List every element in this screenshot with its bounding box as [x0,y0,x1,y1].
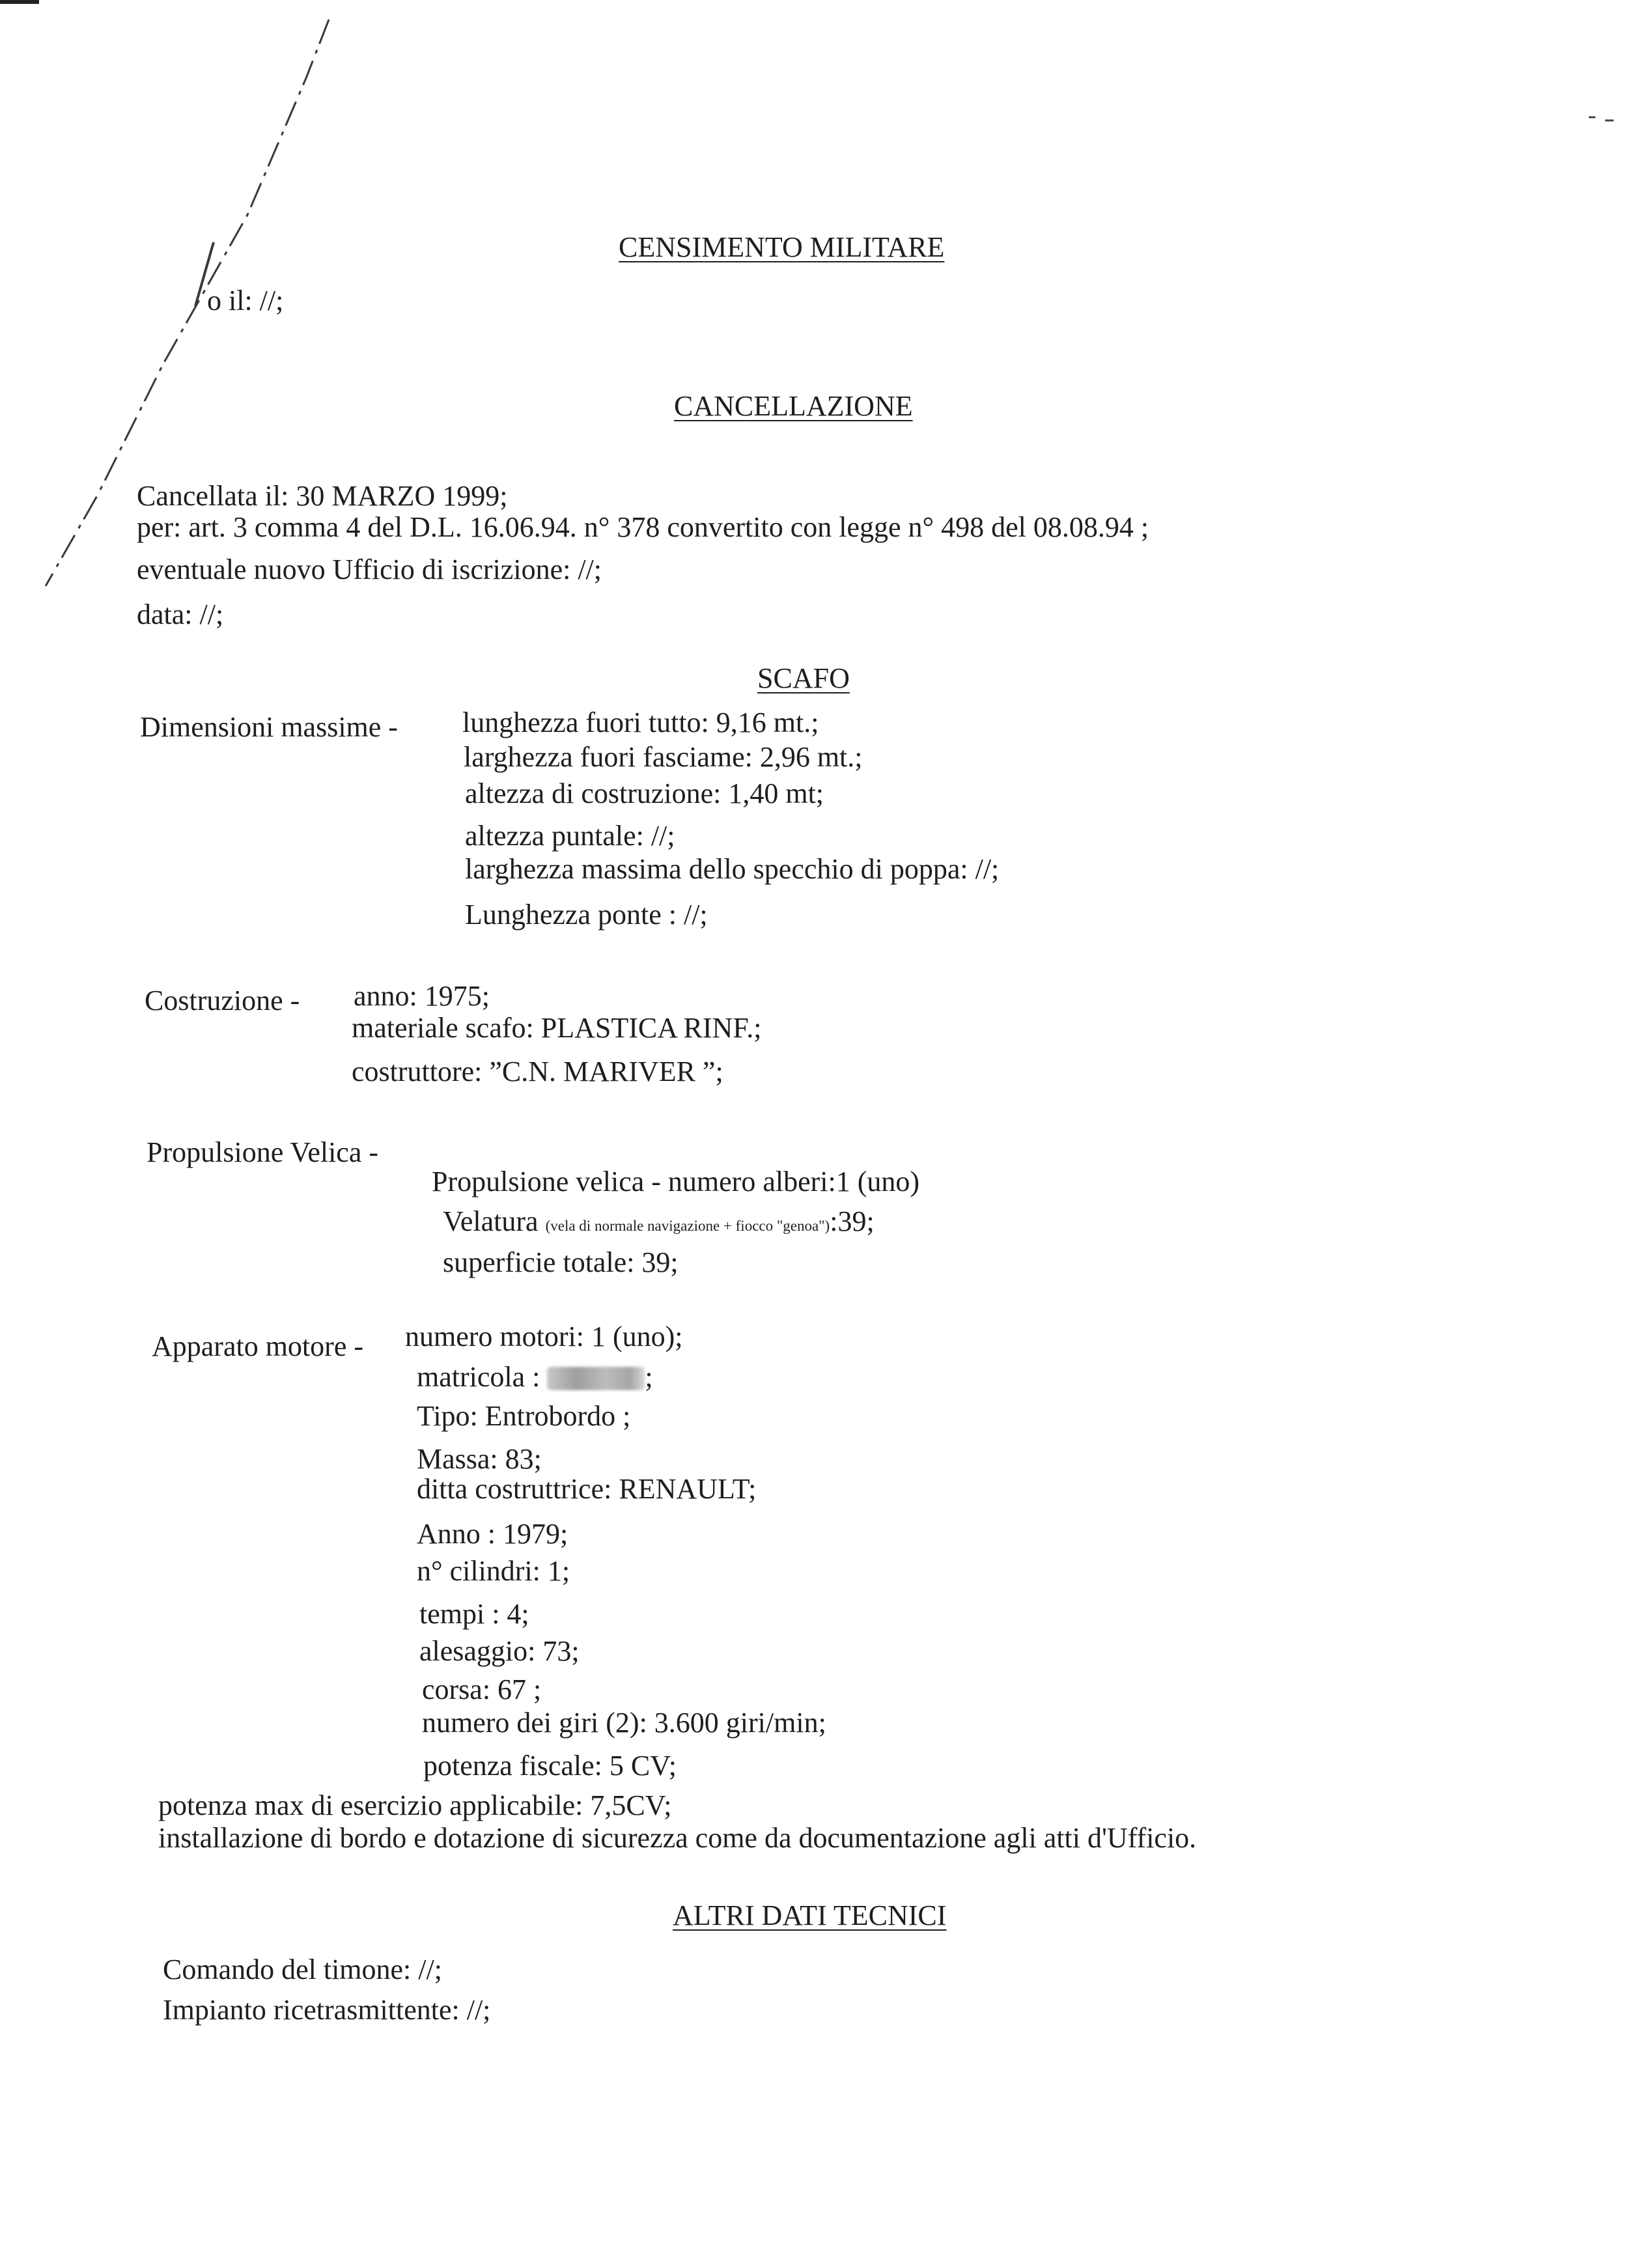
heading-altri: ALTRI DATI TECNICI [673,1899,947,1931]
motore-line: Tipo: Entrobordo ; [417,1400,631,1432]
motore-line: alesaggio: 73; [419,1635,580,1667]
potenza-max-line: potenza max di esercizio applicabile: 7,5CV; [158,1789,672,1821]
matricola-label: matricola : [417,1361,548,1393]
installazione-line: installazione di bordo e dotazione di sicurezza come da documentazione agli atti d'Ufficio. [158,1822,1197,1854]
cancellazione-date: Cancellata il: 30 MARZO 1999; [137,480,508,512]
matricola-end: ; [645,1361,653,1393]
motore-line: Anno : 1979; [417,1518,568,1550]
costruzione-line: costruttore: ”C.N. MARIVER ”; [352,1056,723,1087]
velatura-value: :39; [830,1205,875,1237]
motore-line: ditta costruttrice: RENAULT; [417,1473,757,1505]
velatura-line [443,1207,875,1236]
scafo-line: altezza di costruzione: 1,40 mt; [465,777,824,809]
motore-label: Apparato motore - [152,1330,363,1362]
propulsione-line: Propulsione velica - numero alberi:1 (uno) [432,1166,920,1197]
scafo-line: altezza puntale: //; [465,820,675,852]
redacted-serial [547,1367,645,1390]
motore-line: numero motori: 1 (uno); [405,1321,683,1352]
scafo-line: Lunghezza ponte : //; [465,899,708,931]
motore-line: potenza fiscale: 5 CV; [423,1750,677,1782]
motore-line: n° cilindri: 1; [417,1555,570,1587]
costruzione-label: Costruzione - [145,985,300,1016]
cancellazione-office: eventuale nuovo Ufficio di iscrizione: //; [137,553,602,585]
cancellazione-data: data: //; [137,598,224,630]
velatura-note: (vela di normale navigazione + fiocco "genoa") [545,1218,830,1234]
altri-line: Comando del timone: //; [163,1953,442,1985]
scafo-line: larghezza massima dello specchio di poppa: //; [465,853,1000,885]
heading-cancellazione: CANCELLAZIONE [674,390,913,422]
costruzione-line: anno: 1975; [354,980,490,1012]
matricola-line [417,1363,653,1392]
altri-line: Impianto ricetrasmittente: //; [163,1994,491,2026]
census-partial-line: o il: //; [207,285,284,316]
scafo-line: lunghezza fuori tutto: 9,16 mt.; [462,707,819,738]
scafo-line: larghezza fuori fasciame: 2,96 mt.; [464,741,863,773]
heading-censimento: CENSIMENTO MILITARE [619,231,945,263]
propulsione-label: Propulsione Velica - [147,1136,379,1168]
velatura-label: Velatura [443,1205,546,1237]
motore-line: corsa: 67 ; [422,1673,542,1705]
motore-line: Massa: 83; [417,1443,542,1475]
motore-line: tempi : 4; [419,1598,529,1630]
cancellazione-law: per: art. 3 comma 4 del D.L. 16.06.94. n° 378 convertito con legge n° 498 del 08.08.94 ; [137,511,1149,543]
heading-scafo: SCAFO [757,662,850,694]
costruzione-line: materiale scafo: PLASTICA RINF.; [352,1012,762,1044]
scafo-label: Dimensioni massime - [140,711,398,743]
motore-line: numero dei giri (2): 3.600 giri/min; [422,1707,826,1739]
superficie-line: superficie totale: 39; [443,1246,679,1278]
